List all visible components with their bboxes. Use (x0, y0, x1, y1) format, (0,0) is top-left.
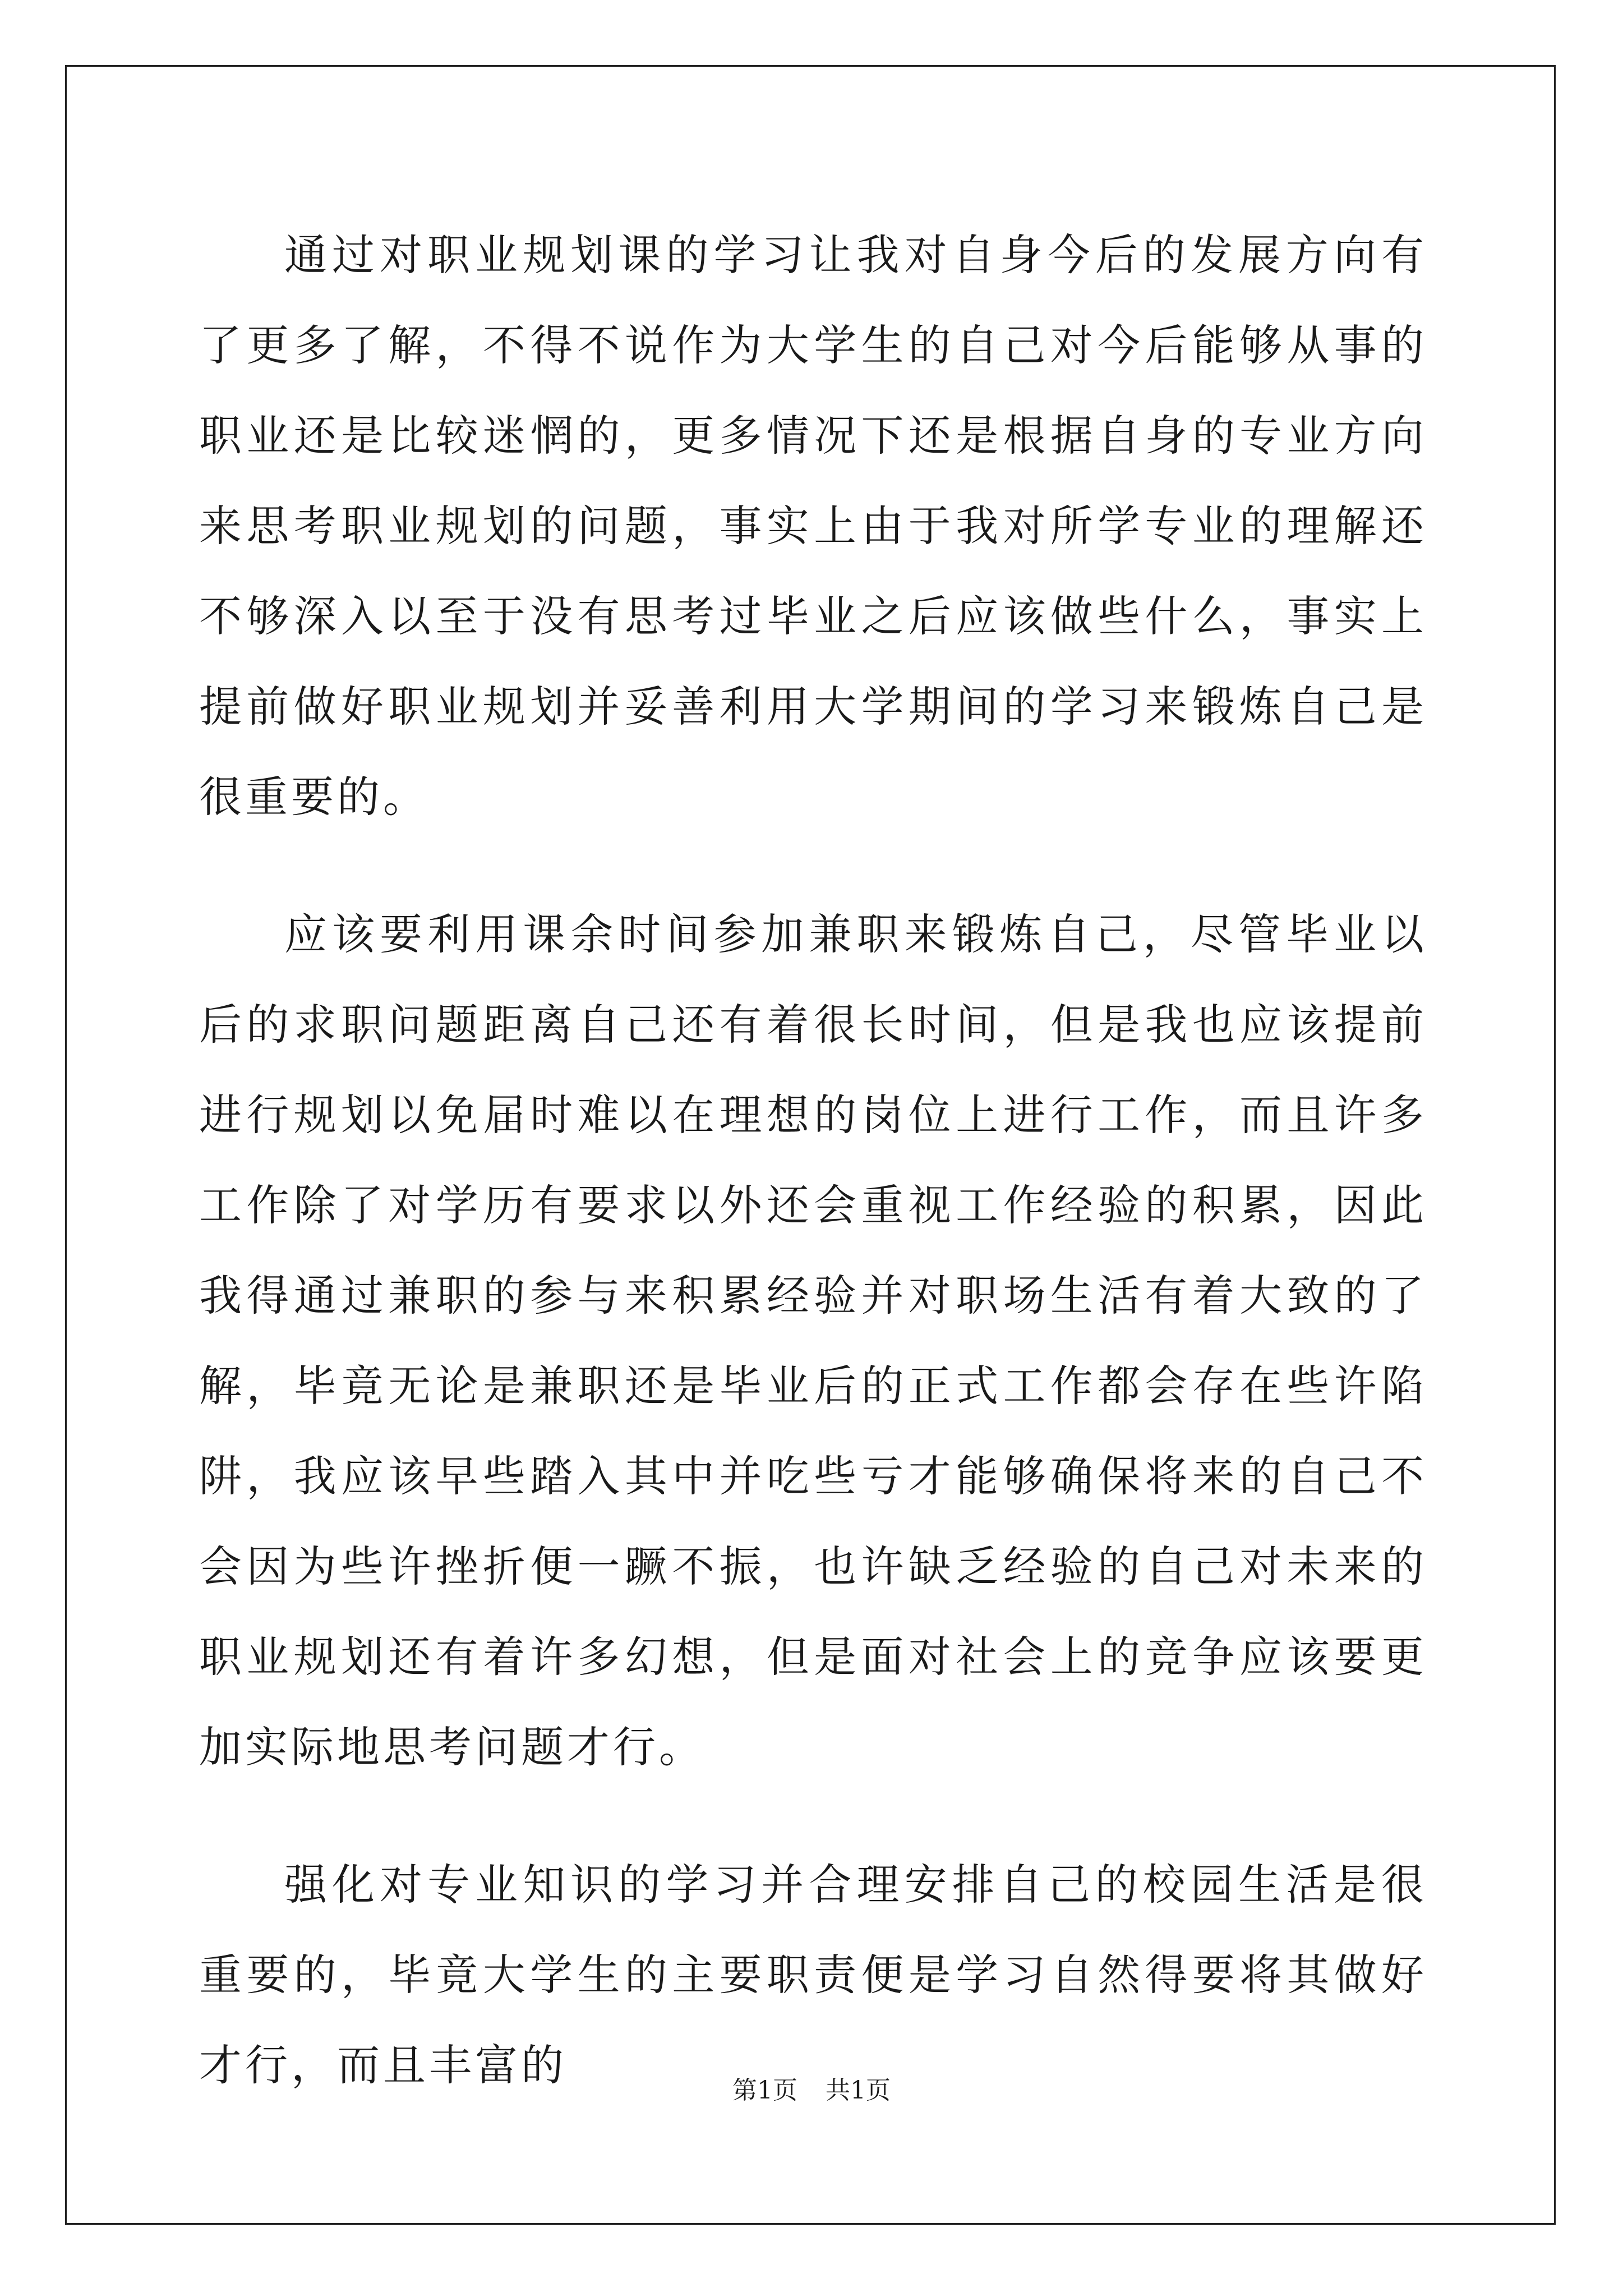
page-footer (0, 2070, 1623, 2106)
paragraph-1: 通过对职业规划课的学习让我对自身今后的发展方向有了更多了解，不得不说作为大学生的自己对今后能够从事的职业还是比较迷惘的，更多情况下还是根据自身的专业方向来思考职业规划的问题，事实上由于我对所学专业的理解还不够深入以至于没有思考过毕业之后应该做些什么，事实上提前做好职业规划并妥善利用大学期间的学习来锻炼自己是很重要的。 (199, 230, 1427, 822)
paragraph-2: 应该要利用课余时间参加兼职来锻炼自己，尽管毕业以后的求职问题距离自己还有着很长时间，但是我也应该提前进行规划以免届时难以在理想的岗位上进行工作，而且许多工作除了对学历有要求以外还会重视工作经验的积累，因此我得通过兼职的参与来积累经验并对职场生活有着大致的了解，毕竟无论是兼职还是毕业后的正式工作都会存在些许陷阱，我应该早些踏入其中并吃些亏才能够确保将来的自己不会因为些许挫折便一蹶不振，也许缺乏经验的自己对未来的职业规划还有着许多幻想，但是面对社会上的竞争应该要更加实际地思考问题才行。 (199, 909, 1427, 1772)
page-number-total: 共1页 (826, 2076, 891, 2105)
document-body (199, 210, 1427, 2110)
paragraph-3: 强化对专业知识的学习并合理安排自己的校园生活是很重要的，毕竟大学生的主要职责便是学习自然得要将其做好才行，而且丰富的 (199, 1860, 1427, 2090)
page-number-current: 第1页 (732, 2076, 797, 2105)
